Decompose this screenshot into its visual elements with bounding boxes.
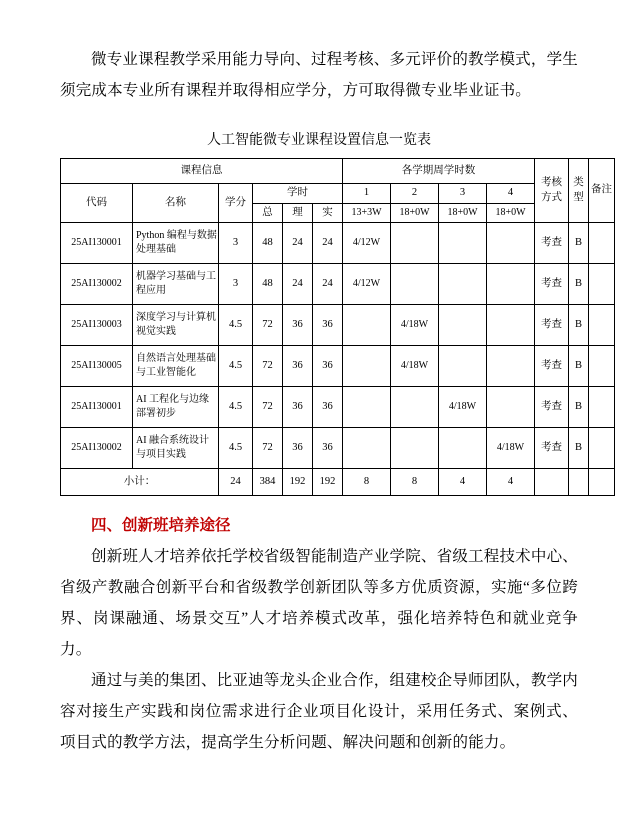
spacer	[60, 106, 578, 130]
cell-code: 25AI130002	[61, 263, 133, 304]
header-term-2: 2	[391, 184, 439, 203]
cell-name: 机器学习基础与工程应用	[133, 263, 219, 304]
cell-name: AI 融合系统设计与项目实践	[133, 427, 219, 468]
section-paragraph-1: 创新班人才培养依托学校省级智能制造产业学院、省级工程技术中心、省级产教融合创新平台和省级教学创新团队等多方优质资源，实施“多位跨界、岗课融通、场景交互”人才培养模式改革，强化培养特色和就业竞争力。	[60, 547, 578, 658]
cell-term-4	[487, 222, 535, 263]
cell-credit: 4.5	[219, 427, 253, 468]
cell-theory: 24	[283, 222, 313, 263]
cell-code: 25AI130005	[61, 345, 133, 386]
table-row	[61, 263, 615, 304]
cell-remark	[589, 386, 615, 427]
summary-term-4: 4	[487, 468, 535, 495]
cell-term-1: 4/12W	[343, 222, 391, 263]
header-term-1: 1	[343, 184, 391, 203]
cell-assessment: 考查	[535, 427, 569, 468]
cell-remark	[589, 345, 615, 386]
cell-term-4	[487, 304, 535, 345]
cell-code: 25AI130001	[61, 222, 133, 263]
cell-term-4	[487, 386, 535, 427]
cell-credit: 3	[219, 222, 253, 263]
summary-practice: 192	[313, 468, 343, 495]
header-code: 代码	[61, 184, 133, 222]
cell-term-4: 4/18W	[487, 427, 535, 468]
header-term-4: 4	[487, 184, 535, 203]
cell-theory: 24	[283, 263, 313, 304]
cell-credit: 4.5	[219, 304, 253, 345]
cell-type: B	[569, 263, 589, 304]
cell-code: 25AI130001	[61, 386, 133, 427]
cell-term-2: 4/18W	[391, 345, 439, 386]
intro-paragraph: 微专业课程教学采用能力导向、过程考核、多元评价的教学模式，学生须完成本专业所有课程并取得相应学分，方可取得微专业毕业证书。	[60, 51, 578, 99]
cell-credit: 4.5	[219, 386, 253, 427]
cell-name: 自然语言处理基础与工业智能化	[133, 345, 219, 386]
cell-term-4	[487, 263, 535, 304]
table-row	[61, 222, 615, 263]
course-table	[60, 158, 615, 495]
header-practice: 实	[313, 203, 343, 222]
cell-total: 72	[253, 304, 283, 345]
cell-assessment: 考查	[535, 386, 569, 427]
cell-term-1	[343, 345, 391, 386]
cell-total: 72	[253, 386, 283, 427]
cell-term-2: 4/18W	[391, 304, 439, 345]
cell-term-1: 4/12W	[343, 263, 391, 304]
summary-credit: 24	[219, 468, 253, 495]
cell-theory: 36	[283, 386, 313, 427]
cell-remark	[589, 304, 615, 345]
cell-type: B	[569, 345, 589, 386]
header-remark: 备注	[589, 159, 615, 222]
cell-term-1	[343, 304, 391, 345]
header-theory: 理	[283, 203, 313, 222]
cell-theory: 36	[283, 304, 313, 345]
header-credit: 学分	[219, 184, 253, 222]
table-header-row-2	[61, 184, 615, 203]
summary-assessment	[535, 468, 569, 495]
cell-type: B	[569, 386, 589, 427]
cell-practice: 24	[313, 263, 343, 304]
summary-remark	[589, 468, 615, 495]
cell-practice: 36	[313, 345, 343, 386]
cell-theory: 36	[283, 427, 313, 468]
table-row	[61, 345, 615, 386]
header-term-1-weeks: 13+3W	[343, 203, 391, 222]
summary-total: 384	[253, 468, 283, 495]
header-total: 总	[253, 203, 283, 222]
cell-practice: 36	[313, 427, 343, 468]
table-row	[61, 427, 615, 468]
cell-type: B	[569, 222, 589, 263]
cell-assessment: 考查	[535, 345, 569, 386]
table-row	[61, 386, 615, 427]
cell-term-2	[391, 427, 439, 468]
header-term-2-weeks: 18+0W	[391, 203, 439, 222]
cell-total: 48	[253, 222, 283, 263]
cell-practice: 24	[313, 222, 343, 263]
summary-term-1: 8	[343, 468, 391, 495]
header-term-3-weeks: 18+0W	[439, 203, 487, 222]
cell-total: 48	[253, 263, 283, 304]
cell-term-3	[439, 263, 487, 304]
cell-term-4	[487, 345, 535, 386]
cell-practice: 36	[313, 304, 343, 345]
header-term-4-weeks: 18+0W	[487, 203, 535, 222]
header-weekly-hours: 各学期周学时数	[343, 159, 535, 184]
summary-term-2: 8	[391, 468, 439, 495]
table-row	[61, 304, 615, 345]
cell-term-2	[391, 386, 439, 427]
header-assessment: 考核方式	[535, 159, 569, 222]
header-name: 名称	[133, 184, 219, 222]
cell-name: AI 工程化与边缘部署初步	[133, 386, 219, 427]
summary-theory: 192	[283, 468, 313, 495]
table-caption: 人工智能微专业课程设置信息一览表	[207, 133, 431, 148]
cell-term-3	[439, 427, 487, 468]
cell-type: B	[569, 427, 589, 468]
cell-term-1	[343, 386, 391, 427]
cell-remark	[589, 427, 615, 468]
summary-type	[569, 468, 589, 495]
cell-term-3	[439, 222, 487, 263]
section-paragraph-2: 通过与美的集团、比亚迪等龙头企业合作，组建校企导师团队，教学内容对接生产实践和岗位需求进行企业项目化设计，采用任务式、案例式、项目式的教学方法，提高学生分析问题、解决问题和创新的能力。	[60, 671, 578, 751]
cell-code: 25AI130002	[61, 427, 133, 468]
cell-assessment: 考查	[535, 263, 569, 304]
table-header-row-1	[61, 159, 615, 184]
cell-total: 72	[253, 345, 283, 386]
cell-credit: 4.5	[219, 345, 253, 386]
cell-term-3	[439, 304, 487, 345]
cell-remark	[589, 263, 615, 304]
cell-theory: 36	[283, 345, 313, 386]
cell-term-3	[439, 345, 487, 386]
cell-code: 25AI130003	[61, 304, 133, 345]
table-summary-row	[61, 468, 615, 495]
cell-name: Python 编程与数据处理基础	[133, 222, 219, 263]
cell-assessment: 考查	[535, 304, 569, 345]
cell-practice: 36	[313, 386, 343, 427]
cell-term-1	[343, 427, 391, 468]
cell-credit: 3	[219, 263, 253, 304]
summary-label: 小计：	[61, 468, 219, 495]
header-term-3: 3	[439, 184, 487, 203]
section-heading: 四、创新班培养途径	[91, 516, 231, 534]
cell-assessment: 考查	[535, 222, 569, 263]
cell-term-2	[391, 222, 439, 263]
cell-term-2	[391, 263, 439, 304]
cell-remark	[589, 222, 615, 263]
header-type: 类型	[569, 159, 589, 222]
header-course-info: 课程信息	[61, 159, 343, 184]
header-hours: 学时	[253, 184, 343, 203]
spacer	[60, 496, 578, 510]
summary-term-3: 4	[439, 468, 487, 495]
cell-total: 72	[253, 427, 283, 468]
cell-term-3: 4/18W	[439, 386, 487, 427]
cell-type: B	[569, 304, 589, 345]
cell-name: 深度学习与计算机视觉实践	[133, 304, 219, 345]
